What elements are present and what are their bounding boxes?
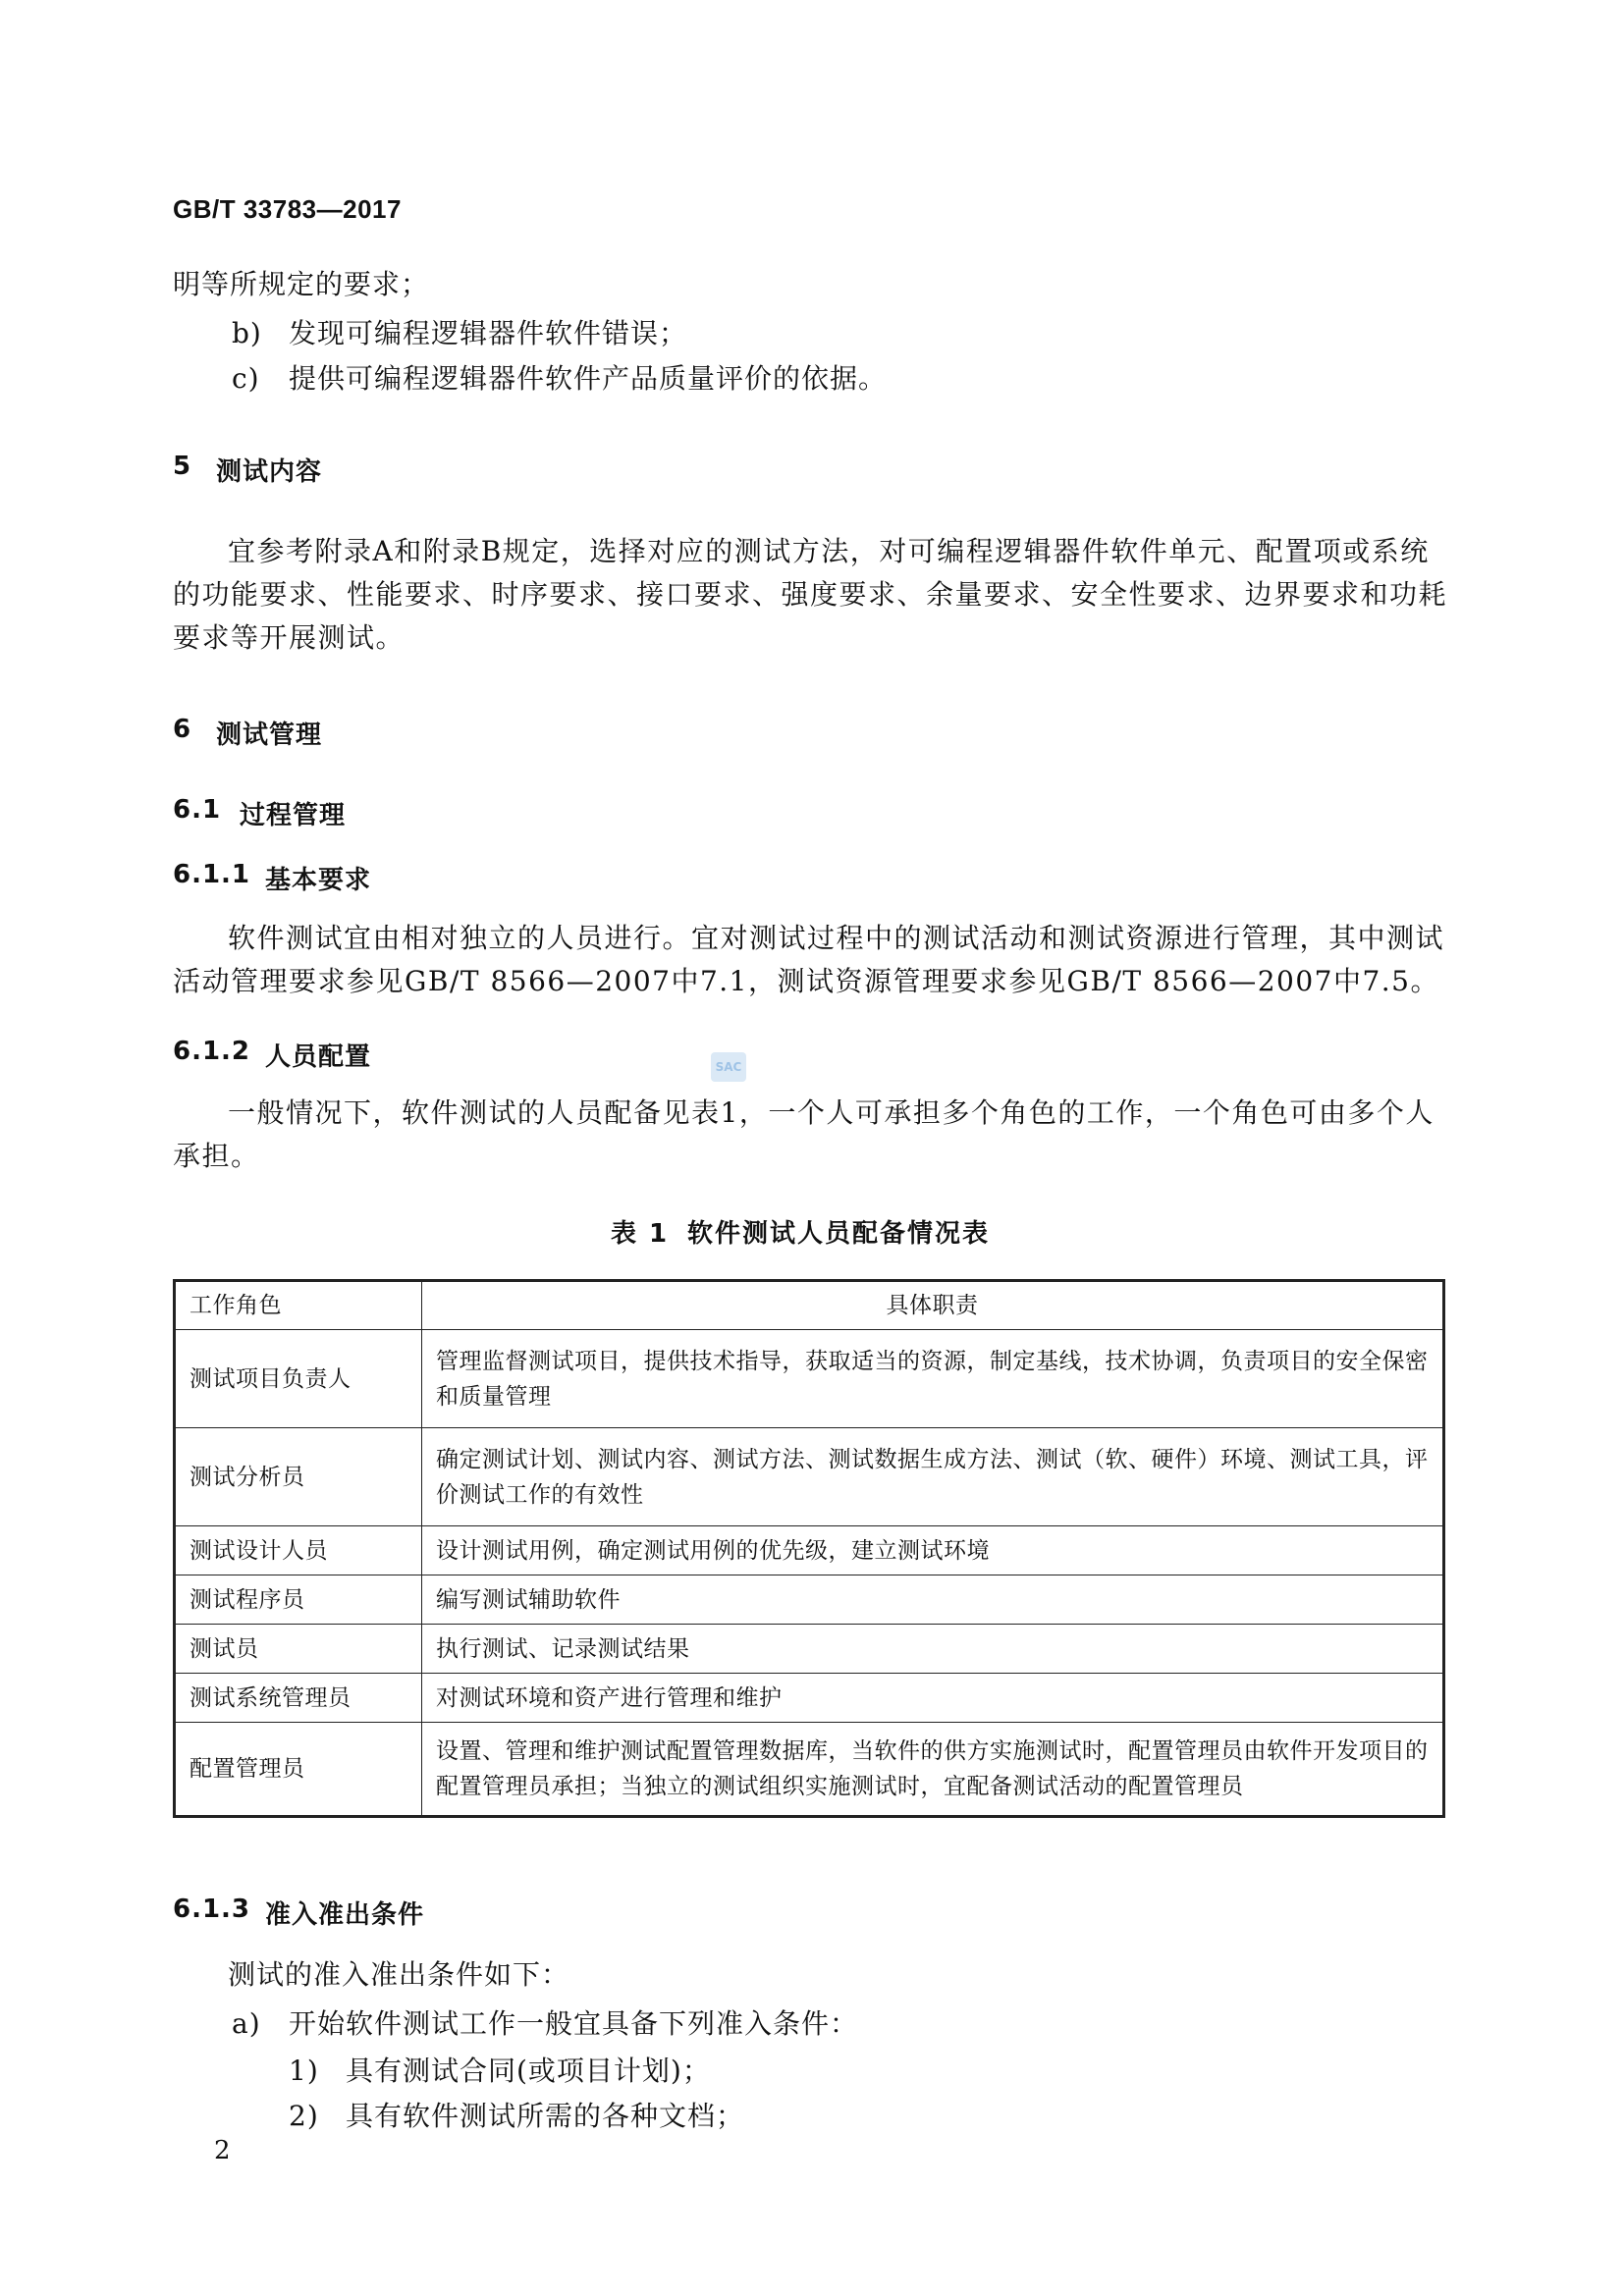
page-number: 2 bbox=[214, 2136, 231, 2165]
list-label-b: b) bbox=[232, 317, 262, 349]
duty-cell: 执行测试、记录测试结果 bbox=[422, 1625, 1444, 1674]
role-cell: 测试项目负责人 bbox=[175, 1330, 422, 1428]
duty-cell: 设置、管理和维护测试配置管理数据库，当软件的供方实施测试时，配置管理员由软件开发项目的配置管理员承担；当独立的测试组织实施测试时，宜配备测试活动的配置管理员 bbox=[422, 1723, 1444, 1817]
duty-cell: 设计测试用例，确定测试用例的优先级，建立测试环境 bbox=[422, 1526, 1444, 1575]
role-cell: 测试员 bbox=[175, 1625, 422, 1674]
table-header-row bbox=[175, 1281, 1444, 1330]
sub-item-1: 具有测试合同(或项目计划)； bbox=[346, 2055, 711, 2087]
section-6-1-1-number: 6.1.1 bbox=[173, 860, 251, 889]
table-caption-title: 软件测试人员配备情况表 bbox=[687, 1219, 991, 1249]
table-row bbox=[175, 1575, 1444, 1625]
section-6-1-2-title: 人员配置 bbox=[265, 1042, 372, 1072]
table-caption-number: 表 1 bbox=[611, 1219, 670, 1249]
table-row bbox=[175, 1428, 1444, 1526]
section-5-body: 宜参考附录A和附录B规定，选择对应的测试方法，对可编程逻辑器件软件单元、配置项或系统的功能要求、性能要求、时序要求、接口要求、强度要求、余量要求、安全性要求、边界要求和功耗要求等开展测试。 bbox=[173, 535, 1448, 654]
list-item-b: 发现可编程逻辑器件软件错误； bbox=[289, 317, 688, 349]
role-cell: 测试分析员 bbox=[175, 1428, 422, 1526]
duty-cell: 确定测试计划、测试内容、测试方法、测试数据生成方法、测试（软、硬件）环境、测试工具，评价测试工作的有效性 bbox=[422, 1428, 1444, 1526]
table-row bbox=[175, 1330, 1444, 1428]
section-6-1-3-intro: 测试的准入准出条件如下： bbox=[228, 1958, 570, 1991]
role-cell: 测试程序员 bbox=[175, 1575, 422, 1625]
section-6-title: 测试管理 bbox=[216, 721, 323, 750]
list-item-a: 开始软件测试工作一般宜具备下列准入条件： bbox=[289, 2007, 859, 2040]
sub-item-2: 具有软件测试所需的各种文档； bbox=[346, 2100, 745, 2132]
duty-cell: 编写测试辅助软件 bbox=[422, 1575, 1444, 1625]
section-5-title: 测试内容 bbox=[216, 457, 323, 487]
list-item-c: 提供可编程逻辑器件软件产品质量评价的依据。 bbox=[289, 362, 888, 395]
sub-label-2: 2) bbox=[289, 2100, 319, 2132]
table-row bbox=[175, 1674, 1444, 1723]
role-cell: 测试设计人员 bbox=[175, 1526, 422, 1575]
section-5-number: 5 bbox=[173, 452, 192, 481]
sac-watermark: SAC bbox=[711, 1052, 746, 1082]
section-6-1-1-title: 基本要求 bbox=[265, 866, 372, 895]
duty-cell: 对测试环境和资产进行管理和维护 bbox=[422, 1674, 1444, 1723]
section-6-1-1-body: 软件测试宜由相对独立的人员进行。宜对测试过程中的测试活动和测试资源进行管理，其中测试活动管理要求参见GB/T 8566—2007中7.1，测试资源管理要求参见GB/T 8566—2007中7.5。 bbox=[173, 922, 1445, 997]
role-cell: 测试系统管理员 bbox=[175, 1674, 422, 1723]
header-duty: 具体职责 bbox=[422, 1281, 1444, 1330]
section-6-1-2-number: 6.1.2 bbox=[173, 1037, 251, 1066]
section-6-1-3-title: 准入准出条件 bbox=[265, 1900, 425, 1930]
section-6-1-2-body: 一般情况下，软件测试的人员配备见表1，一个人可承担多个角色的工作，一个角色可由多个人承担。 bbox=[173, 1096, 1435, 1172]
table-row bbox=[175, 1625, 1444, 1674]
role-cell: 配置管理员 bbox=[175, 1723, 422, 1817]
header-role: 工作角色 bbox=[175, 1281, 422, 1330]
continued-line: 明等所规定的要求； bbox=[173, 268, 430, 300]
staffing-table bbox=[173, 1279, 1445, 1818]
list-label-c: c) bbox=[232, 362, 260, 395]
table-row bbox=[175, 1526, 1444, 1575]
sub-label-1: 1) bbox=[289, 2055, 319, 2087]
section-6-1-number: 6.1 bbox=[173, 795, 222, 825]
table-row bbox=[175, 1723, 1444, 1817]
section-6-number: 6 bbox=[173, 715, 192, 744]
section-6-1-title: 过程管理 bbox=[240, 801, 347, 830]
standard-number: GB/T 33783—2017 bbox=[173, 194, 402, 224]
section-6-1-3-number: 6.1.3 bbox=[173, 1895, 251, 1924]
duty-cell: 管理监督测试项目，提供技术指导，获取适当的资源，制定基线，技术协调，负责项目的安全保密和质量管理 bbox=[422, 1330, 1444, 1428]
list-label-a: a) bbox=[232, 2007, 261, 2040]
